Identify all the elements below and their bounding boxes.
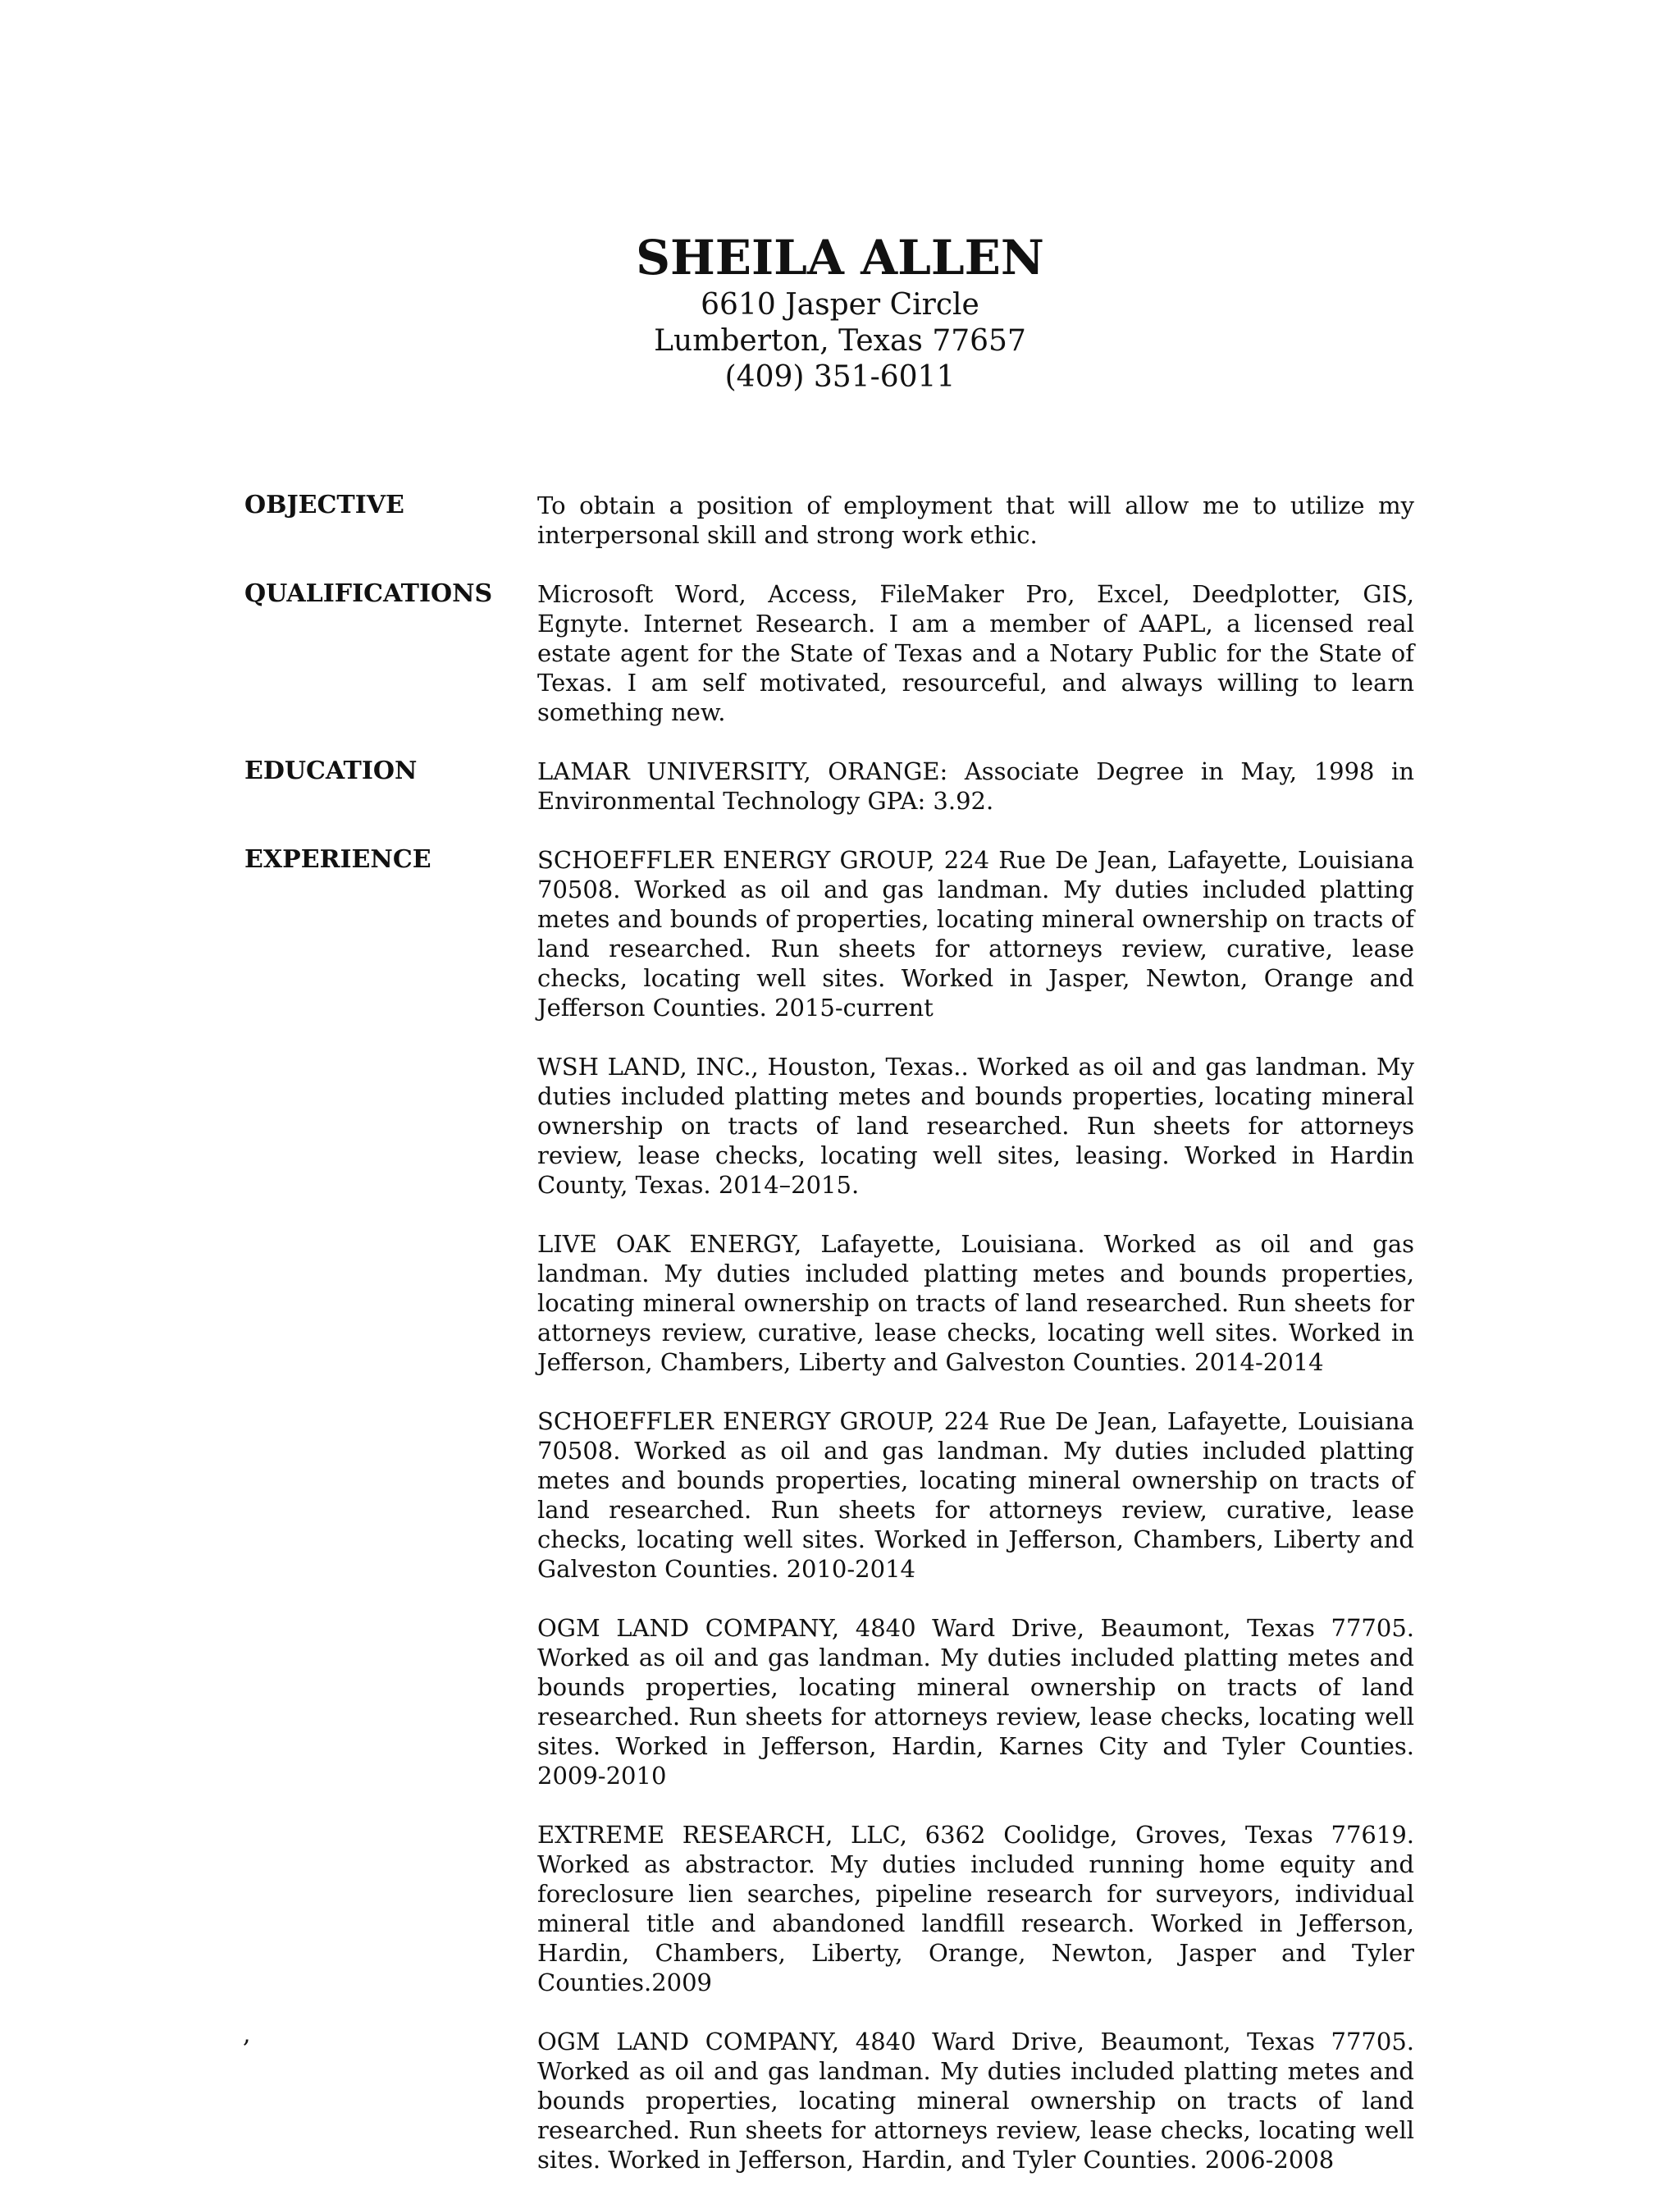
experience-section (244, 845, 1414, 2174)
experience-entry: OGM LAND COMPANY, 4840 Ward Drive, Beaumont, Texas 77705. Worked as oil and gas landman. My duties included platting metes and bounds properties, locating mineral ownership on tracts of land researched. Run sheets for attorneys review, lease checks, locating well sites. Worked in Jefferson, Hardin, Karnes City and Tyler Counties. 2009-2010 (537, 1614, 1414, 1790)
experience-entry: LIVE OAK ENERGY, Lafayette, Louisiana. Worked as oil and gas landman. My duties included platting metes and bounds properties, locating mineral ownership on tracts of land researched. Run sheets for attorneys review, curative, lease checks, locating well sites. Worked in Jefferson, Chambers, Liberty and Galveston Counties. 2014-2014 (537, 1230, 1414, 1376)
experience-entry: EXTREME RESEARCH, LLC, 6362 Coolidge, Groves, Texas 77619. Worked as abstractor. My duties included running home equity and foreclosure lien searches, pipeline research for surveyors, individual mineral title and abandoned landfill research. Worked in Jefferson, Hardin, Chambers, Liberty, Orange, Newton, Jasper and Tyler Counties.2009 (537, 1821, 1414, 1996)
address-line-1: 6610 Jasper Circle (701, 288, 979, 322)
stray-comma: , (243, 2020, 251, 2049)
experience-entry: SCHOEFFLER ENERGY GROUP, 224 Rue De Jean, Lafayette, Louisiana 70508. Worked as oil and gas landman. My duties included platting metes and bounds properties, locating mineral ownership on tracts of land researched. Run sheets for attorneys review, curative, lease checks, locating well sites. Worked in Jefferson, Chambers, Liberty and Galveston Counties. 2010-2014 (537, 1407, 1414, 1583)
resume-sections (244, 491, 1414, 2204)
experience-entry: SCHOEFFLER ENERGY GROUP, 224 Rue De Jean, Lafayette, Louisiana 70508. Worked as oil and gas landman. My duties included platting metes and bounds of properties, locating mineral ownership on tracts of land researched. Run sheets for attorneys review, curative, lease checks, locating well sites. Worked in Jasper, Newton, Orange and Jefferson Counties. 2015-current (537, 846, 1414, 1022)
education-text: LAMAR UNIVERSITY, ORANGE: Associate Degree in May, 1998 in Environmental Technology GPA: 3.92. (537, 757, 1414, 815)
experience-heading: EXPERIENCE (244, 845, 431, 874)
experience-entry: OGM LAND COMPANY, 4840 Ward Drive, Beaumont, Texas 77705. Worked as oil and gas landman. My duties included platting metes and bounds properties, locating mineral ownership on tracts of land researched. Run sheets for attorneys review, lease checks, locating well sites. Worked in Jefferson, Hardin, and Tyler Counties. 2006-2008 (537, 2028, 1414, 2174)
education-heading: EDUCATION (244, 757, 418, 785)
qualifications-section (244, 579, 1414, 727)
objective-heading: OBJECTIVE (244, 491, 404, 519)
resume-header (0, 228, 1680, 396)
experience-entry: WSH LAND, INC., Houston, Texas.. Worked as oil and gas landman. My duties included platting metes and bounds properties, locating mineral ownership on tracts of land researched. Run sheets for attorneys review, lease checks, locating well sites, leasing. Worked in Hardin County, Texas. 2014–2015. (537, 1053, 1414, 1199)
objective-section (244, 491, 1414, 550)
qualifications-heading: QUALIFICATIONS (244, 579, 493, 608)
objective-text: To obtain a position of employment that will allow me to utilize my interpersonal skill and strong work ethic. (537, 492, 1414, 549)
phone-number: (409) 351-6011 (724, 360, 956, 394)
qualifications-text: Microsoft Word, Access, FileMaker Pro, Excel, Deedplotter, GIS, Egnyte. Internet Research. I am a member of AAPL, a licensed real estate agent for the State of Texas and a Notary Public for the State of Texas. I am self motivated, resourceful, and always willing to learn something new. (537, 580, 1414, 726)
education-section (244, 757, 1414, 816)
experience-list (537, 845, 1414, 2174)
candidate-name: SHEILA ALLEN (636, 230, 1044, 286)
address-line-2: Lumberton, Texas 77657 (654, 324, 1026, 358)
